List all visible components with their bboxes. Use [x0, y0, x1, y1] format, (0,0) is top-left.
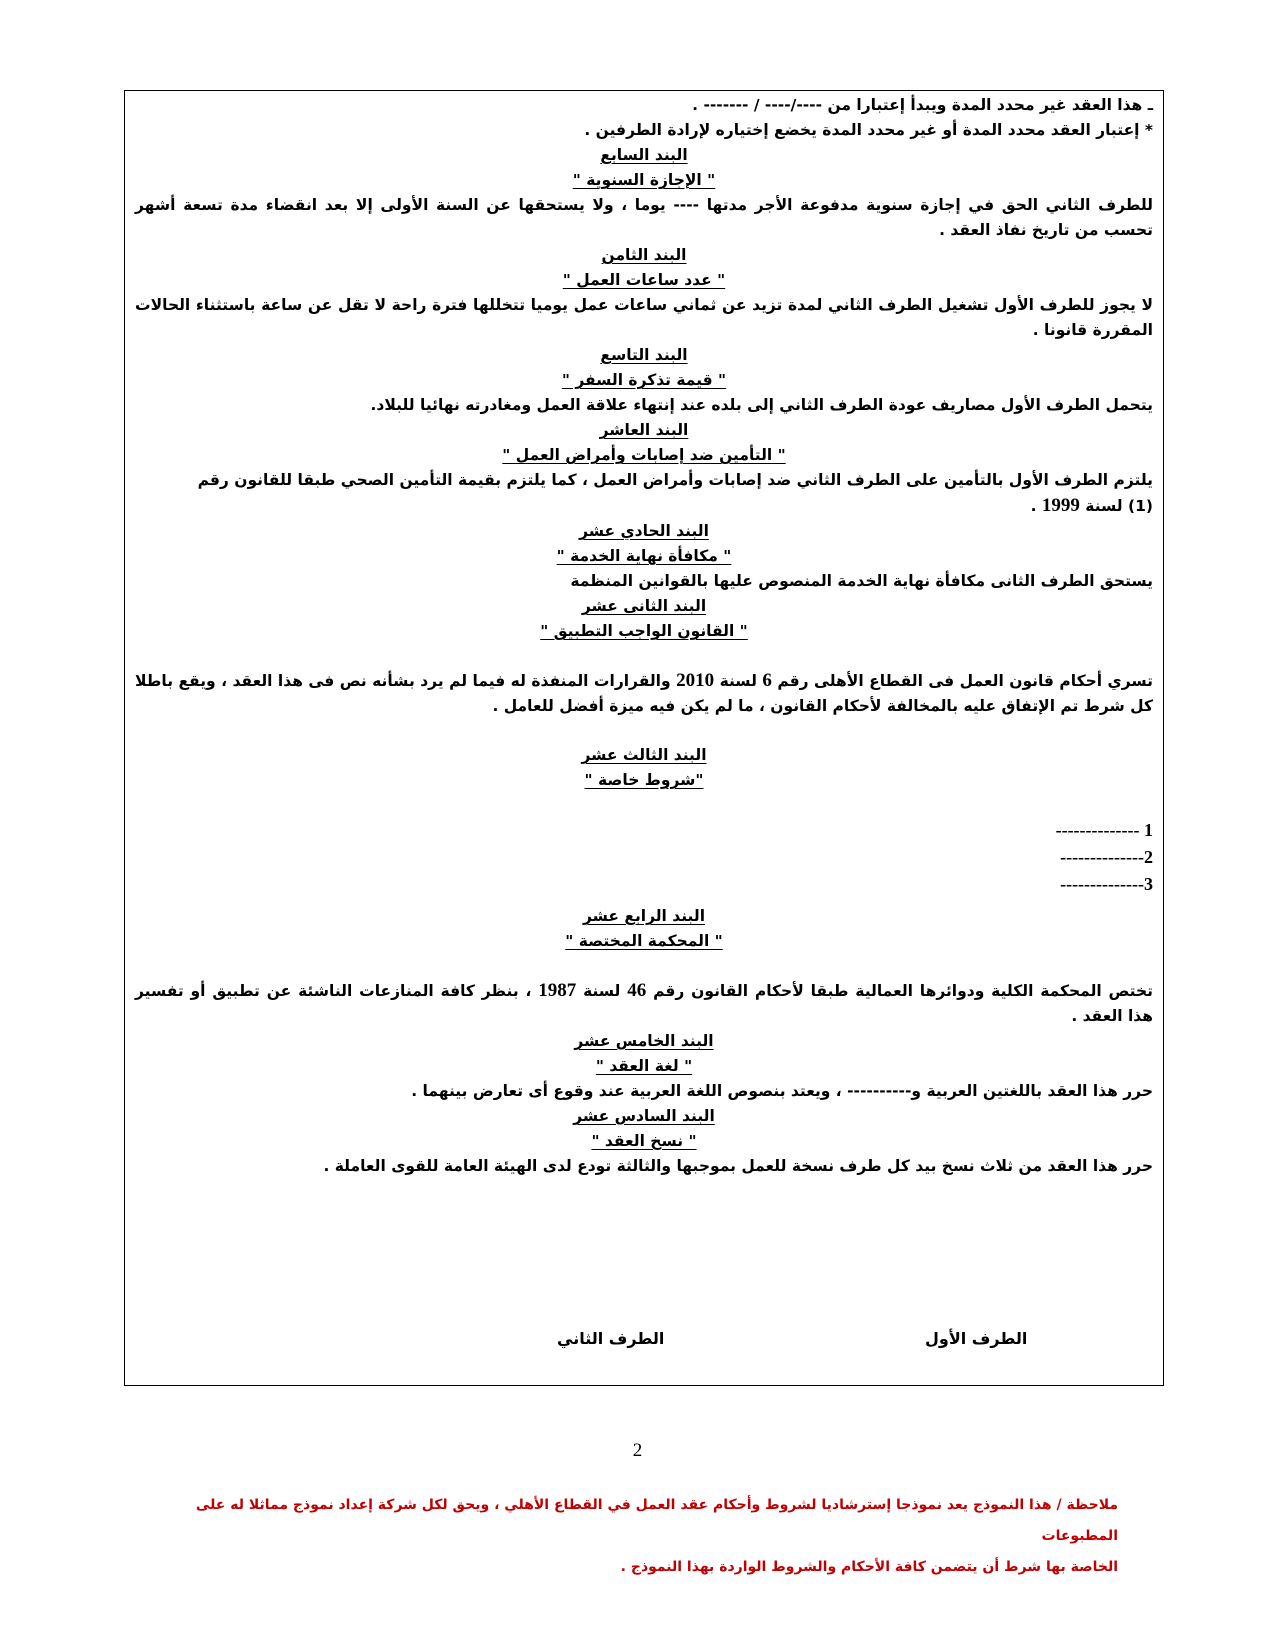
clause-10-heading: البند العاشر	[599, 421, 689, 439]
clause-14-title: " المحكمة المختصة "	[565, 932, 723, 950]
clause-13-heading: البند الثالث عشر	[581, 746, 707, 764]
clause-11-heading: البند الحادي عشر	[579, 522, 709, 540]
clause-14-heading: البند الرابع عشر	[582, 907, 706, 925]
law-year: 1999	[1041, 495, 1080, 516]
list-item: 3--------------	[1060, 874, 1153, 894]
page-number: 2	[632, 1440, 643, 1461]
clause-15-body: حرر هذا العقد باللغتين العربية و---------- ، ويعتد بنصوص اللغة العربية عند وقوع أى تعارض بينهما .	[411, 1082, 1153, 1100]
clause-9-heading: البند التاسع	[600, 346, 688, 364]
clause-11-title: " مكافأة نهاية الخدمة "	[556, 547, 732, 565]
second-party-signature-label: الطرف الثاني	[557, 1329, 665, 1348]
first-party-signature-label: الطرف الأول	[925, 1329, 1028, 1348]
law-year: 2010	[676, 670, 715, 691]
clause-13-title: "شروط خاصة "	[584, 771, 704, 789]
footer-note	[150, 1490, 1118, 1583]
clause-16-heading: البند السادس عشر	[573, 1107, 715, 1125]
clause-8-heading: البند الثامن	[601, 246, 687, 264]
clause-16-title: " نسخ العقد "	[591, 1132, 697, 1150]
clause-10-body-line1: يلتزم الطرف الأول بالتأمين على الطرف الثاني ضد إصابات وأمراض العمل ، كما يلتزم بقيمة التأمين الصحي طبقا للقانون رقم	[197, 471, 1153, 489]
special-conditions-list	[135, 817, 1153, 898]
law-year: 1987	[538, 980, 577, 1001]
duration-note: * إعتبار العقد محدد المدة أو غير محدد المدة يخضع إختياره لإرادة الطرفين .	[584, 121, 1153, 139]
law-number: 6	[762, 670, 772, 691]
clause-12-body: تسري أحكام قانون العمل فى القطاع الأهلى رقم 6 لسنة 2010 والقرارات المنفذة له فيما لم يرد بشأنه نص فى هذا العقد ، ويقع باطلا كل شرط تم الإتفاق عليه بالمخالفة لأحكام القانون ، ما لم يكن فيه ميزة أفضل للعامل .	[135, 670, 1154, 715]
list-item: 1 --------------	[1055, 820, 1153, 840]
clause-10-body-line2: (1) لسنة 1999 .	[1030, 495, 1153, 516]
clause-11-body: يستحق الطرف الثانى مكافأة نهاية الخدمة المنصوص عليها بالقوانين المنظمة	[570, 572, 1153, 590]
clause-8-title: " عدد ساعات العمل "	[562, 271, 726, 289]
clause-9-title: " قيمة تذكرة السفر "	[561, 371, 727, 389]
footer-note-line1: ملاحظة / هذا النموذج يعد نموذجا إسترشاديا لشروط وأحكام عقد العمل في القطاع الأهلي ، ويحق لكل شركة إعداد نموذج مماثلا له على المطبوعات	[195, 1497, 1118, 1544]
clause-9-body: يتحمل الطرف الأول مصاريف عودة الطرف الثاني إلى بلده عند إنتهاء علاقة العمل ومغادرته نهائيا للبلاد.	[370, 396, 1153, 414]
contract-body	[135, 93, 1153, 1179]
clause-12-heading: البند الثانى عشر	[581, 597, 707, 615]
list-item: 2--------------	[1060, 847, 1153, 867]
footer-note-line2: الخاصة بها شرط أن يتضمن كافة الأحكام والشروط الواردة بهذا النموذج .	[620, 1559, 1118, 1575]
clause-10-title: " التأمين ضد إصابات وأمراض العمل "	[502, 446, 786, 464]
clause-8-body: لا يجوز للطرف الأول تشغيل الطرف الثاني لمدة تزيد عن ثماني ساعات عمل يوميا تتخللها فترة راحة لا تقل عن ساعة باستثناء الحالات المقررة قانونا .	[135, 296, 1153, 339]
clause-7-heading: البند السابع	[600, 146, 688, 164]
clause-7-body: للطرف الثاني الحق في إجازة سنوية مدفوعة الأجر مدتها ---- يوما ، ولا يستحقها عن السنة الأولى إلا بعد انقضاء مدة تسعة أشهر تحسب من تاريخ نفاذ العقد .	[135, 196, 1153, 239]
contract-duration-line: ـ هذا العقد غير محدد المدة ويبدأ إعتبارا من ----/---- / ------- .	[692, 96, 1153, 114]
contract-page-frame	[124, 90, 1164, 1386]
clause-7-title: " الإجازة السنوية "	[572, 171, 716, 189]
clause-12-title: " القانون الواجب التطبيق "	[540, 622, 748, 640]
clause-14-body: تختص المحكمة الكلية ودوائرها العمالية طبقا لأحكام القانون رقم 46 لسنة 1987 ، بنظر كافة المنازعات الناشئة عن تطبيق أو تفسير هذا العقد .	[135, 980, 1154, 1025]
clause-15-title: " لغة العقد "	[595, 1057, 693, 1075]
clause-15-heading: البند الخامس عشر	[574, 1032, 714, 1050]
clause-16-body: حرر هذا العقد من ثلاث نسخ بيد كل طرف نسخة للعمل بموجبها والثالثة تودع لدى الهيئة العامة للقوى العاملة .	[323, 1157, 1153, 1175]
law-number: 46	[627, 980, 647, 1001]
